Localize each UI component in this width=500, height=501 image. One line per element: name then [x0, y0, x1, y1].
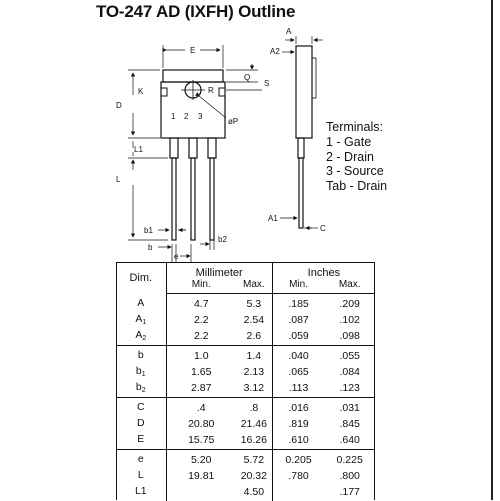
lead-2	[189, 138, 197, 240]
cell-in-max: .177	[339, 486, 360, 498]
cell-in-max: .098	[324, 329, 375, 346]
label-S: S	[264, 79, 270, 88]
table-row	[116, 381, 375, 398]
lead-3	[208, 138, 216, 240]
cell-dim	[116, 329, 166, 346]
terminal-item: 3 - Source	[326, 164, 384, 179]
dim-subscript: 2	[142, 334, 147, 342]
label-pin3: 3	[198, 112, 203, 121]
label-A: A	[286, 27, 292, 36]
cell-mm-max: 4.50	[236, 485, 272, 501]
dim-subscript: 1	[142, 318, 147, 326]
terminals-heading: Terminals:	[326, 120, 383, 134]
dim-symbol: b	[135, 364, 142, 377]
side-notch-left	[161, 88, 167, 96]
diagram-labels	[116, 27, 326, 261]
cell-dim	[116, 365, 166, 381]
dim-symbol: e	[137, 452, 144, 465]
col-header-in: Inches	[307, 267, 341, 279]
cell-mm-min: 1.65	[191, 366, 212, 378]
cell-mm-min: 1.0	[193, 350, 209, 362]
cell-mm-max: 5.72	[236, 449, 272, 469]
cell-mm-min: 15.75	[166, 433, 236, 450]
terminals-legend	[326, 120, 387, 194]
cell-mm-max: 3.12	[236, 381, 272, 398]
label-dP: øP	[228, 117, 239, 126]
dim-symbol: D	[136, 416, 145, 429]
table-row	[116, 294, 375, 313]
cell-in-min: .610	[272, 433, 324, 450]
cell-dim	[116, 397, 166, 417]
col-header-mm-max: Max.	[236, 279, 272, 294]
dim-symbol: b	[137, 348, 144, 361]
cell-in-max: .102	[339, 314, 360, 326]
dim-symbol: C	[136, 400, 145, 413]
table-row	[116, 485, 375, 501]
dim-symbol: E	[137, 432, 145, 445]
cell-in-min: .780	[288, 470, 309, 482]
cell-mm-max: 20.32	[236, 469, 272, 485]
cell-mm-min	[166, 485, 236, 501]
side-tab-step	[312, 58, 316, 98]
dim-symbol: b	[135, 380, 142, 393]
cell-dim	[116, 417, 166, 433]
label-A1: A1	[268, 214, 278, 223]
front-view	[161, 70, 225, 240]
table-row	[116, 345, 375, 365]
cell-in-max: .845	[339, 418, 360, 430]
terminal-item: 1 - Gate	[326, 134, 372, 149]
label-e: e	[174, 252, 179, 261]
dim-symbol: L1	[134, 484, 147, 497]
label-C: C	[320, 224, 326, 233]
label-L1: L1	[134, 145, 143, 154]
table-row	[116, 365, 375, 381]
cell-dim	[116, 433, 166, 450]
cell-dim	[116, 381, 166, 398]
dim-symbol: A	[135, 328, 143, 341]
cell-in-max: .123	[324, 381, 375, 398]
side-dimension-lines	[280, 36, 323, 228]
cell-mm-min: 2.2	[193, 314, 209, 326]
cell-mm-min: 5.20	[191, 454, 212, 466]
cell-mm-max: 5.3	[236, 294, 272, 313]
cell-mm-max: 2.6	[236, 329, 272, 346]
cell-mm-max: .8	[236, 397, 272, 417]
cell-in-min	[272, 485, 324, 501]
table-row	[116, 433, 375, 450]
cell-mm-max: 16.26	[236, 433, 272, 450]
dimension-table	[116, 262, 375, 501]
table-row	[116, 449, 375, 469]
cell-in-min: .819	[288, 418, 309, 430]
label-b: b	[148, 243, 153, 252]
cell-mm-min: 2.2	[166, 329, 236, 346]
dim-symbol: A	[135, 312, 143, 325]
dim-symbol: A	[137, 296, 145, 309]
label-R: R	[208, 86, 214, 95]
label-K: K	[138, 87, 144, 96]
cell-in-min: .059	[272, 329, 324, 346]
cell-in-max: .084	[339, 366, 360, 378]
col-header-mm: Millimeter	[166, 262, 272, 279]
col-header-in-max: Max.	[324, 279, 375, 294]
cell-mm-min: 19.81	[188, 470, 215, 482]
label-b1: b1	[144, 226, 153, 235]
col-header-in-min: Min.	[272, 279, 324, 294]
table-row	[116, 397, 375, 417]
col-header-dim: Dim.	[116, 262, 166, 294]
side-view	[296, 46, 316, 228]
cell-mm-min: 20.80	[188, 418, 215, 430]
cell-dim	[116, 485, 166, 501]
side-notch-right	[219, 88, 225, 96]
label-pin1: 1	[171, 112, 176, 121]
cell-in-min: .087	[288, 314, 309, 326]
cell-in-min: .016	[288, 402, 309, 414]
cell-dim	[116, 345, 166, 365]
side-body	[296, 46, 312, 138]
dim-symbol: L	[137, 468, 144, 481]
cell-in-min: .065	[288, 366, 309, 378]
col-header-mm-min: Min.	[166, 279, 236, 294]
cell-mm-max: 2.54	[236, 313, 272, 329]
cell-in-min: .040	[288, 350, 309, 362]
table-row	[116, 469, 375, 485]
cell-in-min: .113	[272, 381, 324, 398]
side-lead-wide	[298, 138, 304, 158]
cell-in-min: 0.205	[285, 454, 312, 466]
terminal-item: Tab - Drain	[326, 179, 388, 194]
cell-mm-min: 4.7	[193, 298, 209, 311]
cell-in-max: .031	[339, 402, 360, 414]
cell-mm-max: 2.13	[236, 365, 272, 381]
table-row	[116, 417, 375, 433]
cell-mm-max: 21.46	[236, 417, 272, 433]
cell-in-min: .185	[288, 298, 309, 311]
label-pin2: 2	[184, 112, 189, 121]
label-A2: A2	[270, 47, 280, 56]
cell-mm-min: 2.87	[166, 381, 236, 398]
cell-in-max: 0.225	[336, 454, 363, 466]
cell-dim	[116, 449, 166, 469]
dim-subscript: 2	[141, 386, 146, 394]
page-title: TO-247 AD (IXFH) Outline	[96, 2, 296, 21]
label-L: L	[116, 175, 121, 184]
label-Q: Q	[244, 73, 251, 82]
dim-subscript: 1	[141, 370, 146, 378]
label-E: E	[190, 46, 196, 55]
side-lead	[299, 158, 303, 228]
cell-in-max: .640	[324, 433, 375, 450]
cell-dim	[116, 469, 166, 485]
cell-in-max: .209	[339, 298, 360, 311]
cell-mm-max: 1.4	[236, 345, 272, 365]
lead-1	[170, 138, 178, 240]
label-D: D	[116, 101, 122, 110]
label-b2: b2	[218, 235, 227, 244]
cell-dim	[116, 294, 166, 313]
terminal-item: 2 - Drain	[326, 149, 374, 164]
cell-mm-min: .4	[196, 402, 206, 414]
table-row	[116, 313, 375, 329]
cell-in-max: .800	[339, 470, 360, 482]
cell-in-max: .055	[339, 350, 360, 362]
cell-dim	[116, 313, 166, 329]
table-row	[116, 329, 375, 346]
